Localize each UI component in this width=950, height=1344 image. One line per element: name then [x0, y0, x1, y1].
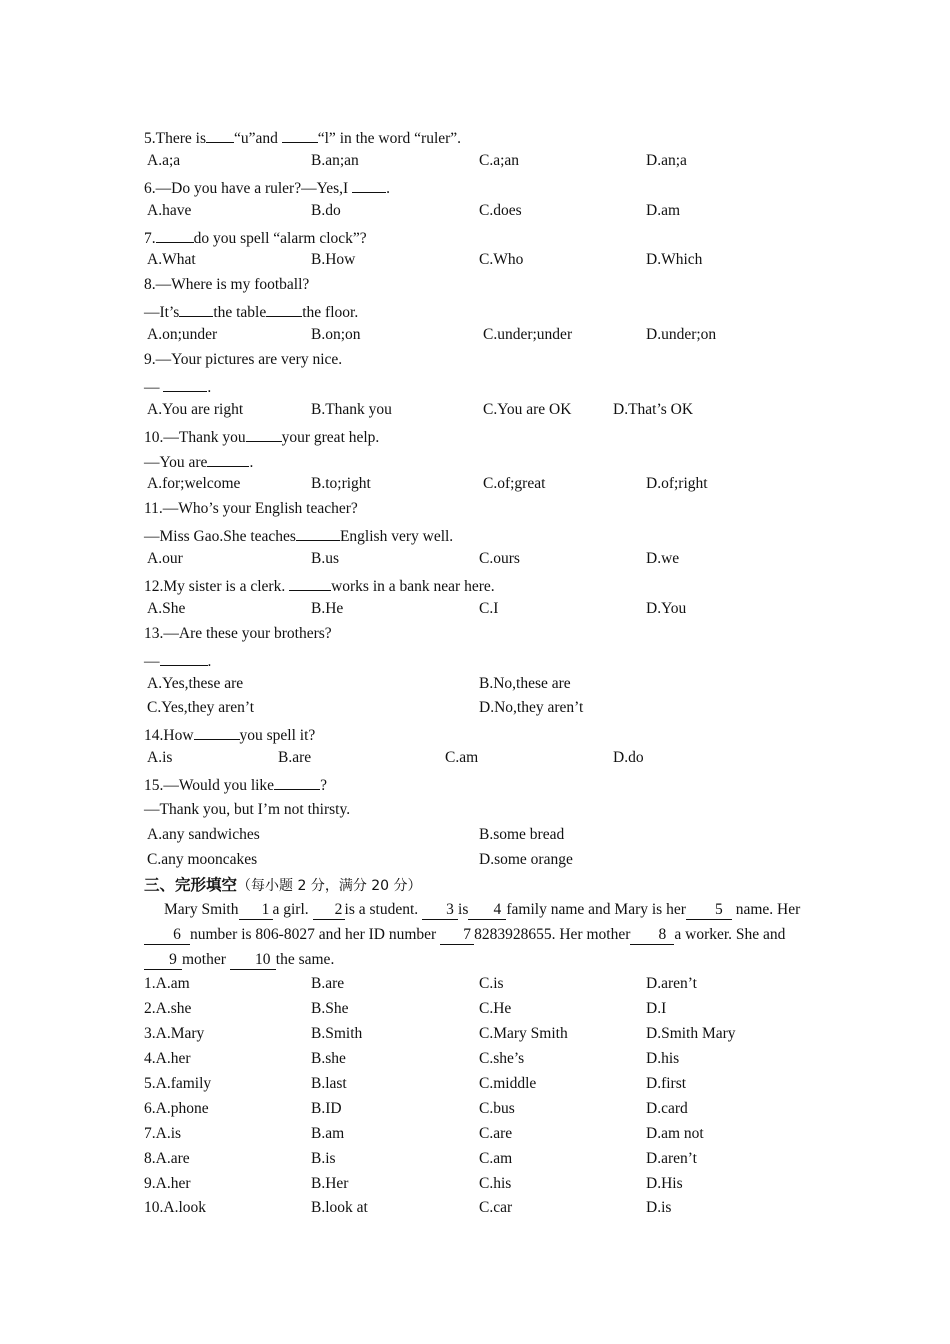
- answer-blank: [156, 224, 194, 243]
- passage-text: a girl.: [272, 900, 309, 918]
- question-text: 15.—Would you like: [144, 777, 275, 795]
- answer-blank: [206, 124, 234, 143]
- option-a: A.have: [147, 201, 192, 219]
- option-b: B.Her: [311, 1174, 349, 1192]
- passage-text: is: [458, 900, 469, 918]
- option-c: C.middle: [479, 1075, 537, 1092]
- option-b: B.do: [311, 201, 341, 219]
- passage-text: a worker. She and: [674, 925, 786, 943]
- question-9-line-1: 9.—Your pictures are very nice.: [144, 351, 343, 369]
- option-c: C.any mooncakes: [147, 850, 258, 868]
- question-10-options: [144, 472, 804, 497]
- blank-9: 9: [144, 951, 182, 970]
- option-c: C.a;an: [479, 151, 520, 169]
- passage-text: name. Her: [735, 900, 801, 918]
- option-b: B.Thank you: [311, 400, 392, 418]
- option-b: B.to;right: [311, 475, 371, 493]
- question-14-options: [144, 746, 804, 771]
- question-15-line-1: [144, 771, 804, 798]
- option-d: D.of;right: [646, 475, 708, 493]
- question-5-stem: [144, 124, 804, 149]
- question-text: 12.My sister is a clerk.: [144, 578, 286, 596]
- question-text: works in a bank near here.: [331, 578, 495, 596]
- question-12-stem: [144, 572, 804, 597]
- question-text: you spell it?: [239, 727, 316, 745]
- question-text: ?: [320, 777, 327, 795]
- question-text: the table: [213, 304, 267, 322]
- question-text: .: [249, 453, 254, 471]
- question-text: —Miss Gao.She teaches: [144, 528, 296, 546]
- option-c: C.I: [479, 599, 499, 617]
- section-3-heading: [144, 873, 804, 898]
- option-b: B.Smith: [311, 1025, 363, 1043]
- option-a: 9.A.her: [144, 1174, 191, 1192]
- question-text: 10.—Thank you: [144, 428, 246, 446]
- section-title: 三、完形填空: [144, 875, 238, 894]
- blank-8: 8: [630, 926, 674, 945]
- question-11-line-1: 11.—Who’s your English teacher?: [144, 500, 358, 518]
- question-5-options: [144, 149, 804, 174]
- option-d: D.Smith Mary: [646, 1025, 736, 1043]
- question-6-stem: [144, 174, 804, 199]
- blank-6: 6: [144, 926, 190, 945]
- question-6-options: [144, 199, 804, 224]
- answer-blank: [266, 298, 302, 317]
- option-a: A.a;a: [147, 151, 181, 169]
- option-a: A.our: [147, 550, 183, 568]
- option-c: C.are: [479, 1124, 513, 1142]
- cloze-item-2-options: [144, 997, 804, 1022]
- question-7-stem: [144, 224, 804, 249]
- option-a: 5.A.family: [144, 1075, 212, 1092]
- blank-2: 2: [313, 901, 345, 920]
- option-a: A.She: [147, 599, 186, 617]
- option-a: A.for;welcome: [147, 475, 241, 493]
- answer-blank: [179, 298, 213, 317]
- question-13-line-1: 13.—Are these your brothers?: [144, 624, 332, 642]
- passage-text: the same.: [275, 950, 335, 968]
- question-text: 7.: [144, 229, 156, 247]
- option-d: D.No,they aren’t: [479, 699, 584, 717]
- option-c: C.ours: [479, 550, 520, 568]
- option-c: C.does: [479, 201, 522, 219]
- option-c: C.Mary Smith: [479, 1025, 568, 1043]
- blank-10: 10: [230, 951, 276, 970]
- answer-blank: [160, 647, 208, 666]
- option-d: D.aren’t: [646, 975, 697, 993]
- cloze-passage: [144, 898, 804, 973]
- option-d: D.under;on: [646, 326, 717, 344]
- question-text: “u”and: [233, 130, 278, 147]
- question-8-line-1: 8.—Where is my football?: [144, 276, 310, 294]
- answer-blank: [352, 174, 386, 193]
- option-c: C.car: [479, 1199, 513, 1217]
- option-d: D.am: [646, 201, 681, 219]
- option-a: 8.A.are: [144, 1149, 190, 1167]
- question-8-line-2: [144, 298, 804, 323]
- option-c: C.You are OK: [483, 400, 572, 418]
- option-b: B.she: [311, 1050, 346, 1068]
- blank-1: 1: [239, 901, 273, 920]
- cloze-item-1-options: [144, 972, 804, 997]
- passage-text: is a student.: [344, 900, 419, 918]
- page-content: [144, 124, 804, 1221]
- question-text: —: [144, 378, 160, 396]
- option-c: C.she’s: [479, 1050, 525, 1068]
- question-14-stem: [144, 721, 804, 746]
- option-a: 6.A.phone: [144, 1099, 209, 1117]
- question-text: —You are: [144, 453, 208, 471]
- option-a: A.Yes,these are: [147, 674, 244, 692]
- cloze-item-9-options: [144, 1172, 804, 1197]
- question-13-options-row-1: [144, 672, 804, 697]
- option-d: D.first: [646, 1075, 687, 1092]
- option-c: C.am: [445, 749, 479, 767]
- cloze-item-4-options: [144, 1047, 804, 1072]
- option-b: B.an;an: [311, 151, 359, 169]
- option-b: B.are: [278, 749, 312, 767]
- option-d: D.aren’t: [646, 1149, 697, 1167]
- option-d: D.do: [613, 749, 644, 767]
- question-10-line-1: [144, 423, 804, 448]
- cloze-item-3-options: [144, 1022, 804, 1047]
- question-text: English very well.: [339, 528, 454, 546]
- question-8-options: [144, 323, 804, 348]
- option-a: 7.A.is: [144, 1124, 182, 1142]
- question-7-options: [144, 248, 804, 273]
- question-text: —: [144, 652, 160, 670]
- option-a: 3.A.Mary: [144, 1025, 205, 1043]
- question-11-options: [144, 547, 804, 572]
- question-13-options-row-2: [144, 696, 804, 721]
- option-d: D.I: [646, 1000, 667, 1018]
- option-d: D.card: [646, 1099, 688, 1117]
- answer-blank: [289, 572, 331, 591]
- answer-blank: [207, 448, 249, 467]
- answer-blank: [282, 124, 318, 143]
- question-15-options-row-1: [144, 823, 804, 848]
- option-a: 10.A.look: [144, 1199, 206, 1217]
- option-b: B.are: [311, 975, 345, 993]
- question-13-line-2: [144, 647, 804, 672]
- option-c: C.is: [479, 975, 504, 993]
- passage-text: mother: [182, 950, 226, 968]
- option-c: C.Who: [479, 251, 524, 269]
- cloze-item-7-options: [144, 1122, 804, 1147]
- option-c: C.bus: [479, 1099, 515, 1117]
- question-text: .: [386, 179, 390, 197]
- question-text: the floor.: [302, 304, 359, 322]
- option-d: D.His: [646, 1174, 683, 1192]
- option-a: 1.A.am: [144, 975, 190, 993]
- question-10-line-2: [144, 448, 804, 473]
- cloze-options-list: [144, 972, 804, 1221]
- option-d: D.That’s OK: [613, 400, 694, 418]
- question-text: “l” in the word “ruler”.: [317, 130, 462, 147]
- cloze-item-10-options: [144, 1196, 804, 1221]
- question-text: do you spell “alarm clock”?: [193, 229, 367, 247]
- passage-text: number is 806-8027 and her ID number: [190, 925, 437, 943]
- option-b: B.look at: [311, 1199, 368, 1217]
- question-12-options: [144, 597, 804, 622]
- option-a: 2.A.she: [144, 1000, 192, 1018]
- option-b: B.How: [311, 251, 356, 269]
- question-9-options: [144, 398, 804, 423]
- question-text: .: [207, 652, 212, 670]
- option-d: D.we: [646, 550, 680, 568]
- passage-text: 8283928655. Her mother: [474, 925, 631, 943]
- question-text: 6.—Do you have a ruler?—Yes,I: [144, 179, 349, 197]
- answer-blank: [296, 522, 340, 541]
- answer-blank: [246, 423, 282, 442]
- option-b: B.She: [311, 1000, 349, 1018]
- question-9-line-2: [144, 373, 804, 398]
- blank-4: 4: [468, 901, 506, 920]
- option-a: A.What: [147, 251, 196, 269]
- question-15-line-2: —Thank you, but I’m not thirsty.: [144, 801, 351, 819]
- option-c: C.under;under: [483, 326, 573, 344]
- passage-text: Mary Smith: [164, 900, 239, 918]
- question-text: —It’s: [144, 304, 180, 322]
- option-b: B.us: [311, 550, 339, 568]
- blank-5: 5: [686, 901, 732, 920]
- question-11-line-2: [144, 522, 804, 547]
- cloze-item-6-options: [144, 1097, 804, 1122]
- question-text: .: [207, 378, 212, 396]
- passage-text: family name and Mary is her: [506, 900, 686, 918]
- question-text: 14.How: [144, 727, 194, 745]
- option-c: C.Yes,they aren’t: [147, 699, 255, 717]
- option-d: D.am not: [646, 1124, 704, 1142]
- option-d: D.is: [646, 1199, 672, 1217]
- option-d: D.his: [646, 1050, 680, 1068]
- question-15-options-row-2: [144, 848, 804, 873]
- option-b: B.am: [311, 1124, 345, 1142]
- question-text: your great help.: [281, 428, 380, 446]
- answer-blank: [163, 373, 207, 392]
- option-a: A.any sandwiches: [147, 826, 260, 844]
- option-d: D.Which: [646, 251, 703, 269]
- option-c: C.am: [479, 1149, 513, 1167]
- option-a: A.You are right: [147, 400, 244, 418]
- blank-7: 7: [440, 926, 474, 945]
- option-a: 4.A.her: [144, 1050, 191, 1068]
- option-b: B.ID: [311, 1099, 342, 1117]
- option-c: C.his: [479, 1174, 512, 1192]
- option-b: B.No,these are: [479, 674, 571, 692]
- cloze-item-8-options: [144, 1147, 804, 1172]
- option-d: D.You: [646, 599, 687, 617]
- option-d: D.some orange: [479, 850, 573, 868]
- section-note: （每小题 2 分，满分 20 分）: [237, 877, 422, 894]
- option-c: C.He: [479, 1000, 512, 1018]
- option-b: B.some bread: [479, 826, 565, 844]
- option-b: B.is: [311, 1149, 336, 1167]
- blank-3: 3: [422, 901, 458, 920]
- option-b: B.on;on: [311, 326, 361, 344]
- answer-blank: [194, 721, 240, 740]
- option-b: B.last: [311, 1075, 347, 1092]
- answer-blank: [274, 771, 320, 790]
- option-a: A.is: [147, 749, 173, 767]
- option-d: D.an;a: [646, 151, 687, 169]
- option-b: B.He: [311, 599, 344, 617]
- option-c: C.of;great: [483, 475, 546, 493]
- question-text: 5.There is: [144, 130, 206, 147]
- option-a: A.on;under: [147, 326, 218, 344]
- cloze-item-5-options: [144, 1072, 804, 1097]
